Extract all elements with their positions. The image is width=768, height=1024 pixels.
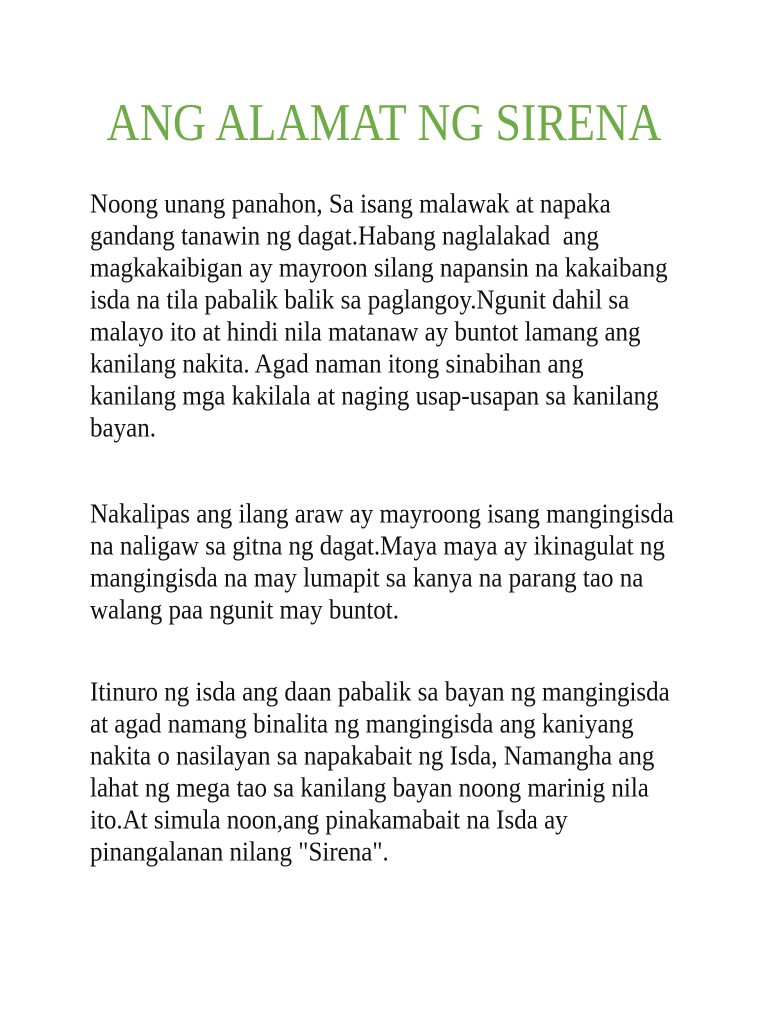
document-title: ANG ALAMAT NG SIRENA (106, 93, 662, 152)
text-line: isda na tila pabalik balik sa paglangoy.Ngunit dahil sa (90, 285, 630, 316)
text-line: gandang tanawin ng dagat.Habang naglalakad ang (90, 221, 599, 252)
text-line: Itinuro ng isda ang daan pabalik sa bayan ng mangingisda (90, 677, 670, 708)
text-line: Nakalipas ang ilang araw ay mayroong isang mangingisda (90, 499, 674, 530)
text-line: lahat ng mega tao sa kanilang bayan noong marinig nila (90, 773, 649, 804)
text-line: malayo ito at hindi nila matanaw ay buntot lamang ang (90, 317, 641, 348)
paragraph-3 (90, 677, 750, 869)
text-line: bayan. (90, 413, 156, 444)
text-line: mangingisda na may lumapit sa kanya na parang tao na (90, 563, 644, 594)
text-line: at agad namang binalita ng mangingisda ang kaniyang (90, 709, 634, 740)
text-line: nakita o nasilayan sa napakabait ng Isda, Namangha ang (90, 741, 655, 772)
text-line: ito.At simula noon,ang pinakamabait na Isda ay (90, 805, 568, 836)
text-line: na naligaw sa gitna ng dagat.Maya maya ay ikinagulat ng (90, 531, 665, 562)
paragraph-1 (90, 189, 750, 445)
text-line: Noong unang panahon, Sa isang malawak at napaka (90, 189, 611, 220)
text-line: magkakaibigan ay mayroon silang napansin na kakaibang (90, 253, 668, 284)
text-line: kanilang nakita. Agad naman itong sinabihan ang (90, 349, 584, 380)
text-line: pinangalanan nilang "Sirena". (90, 837, 389, 868)
text-line: kanilang mga kakilala at naging usap-usapan sa kanilang (90, 381, 659, 412)
text-line: walang paa ngunit may buntot. (90, 595, 399, 626)
paragraph-2 (90, 499, 750, 627)
